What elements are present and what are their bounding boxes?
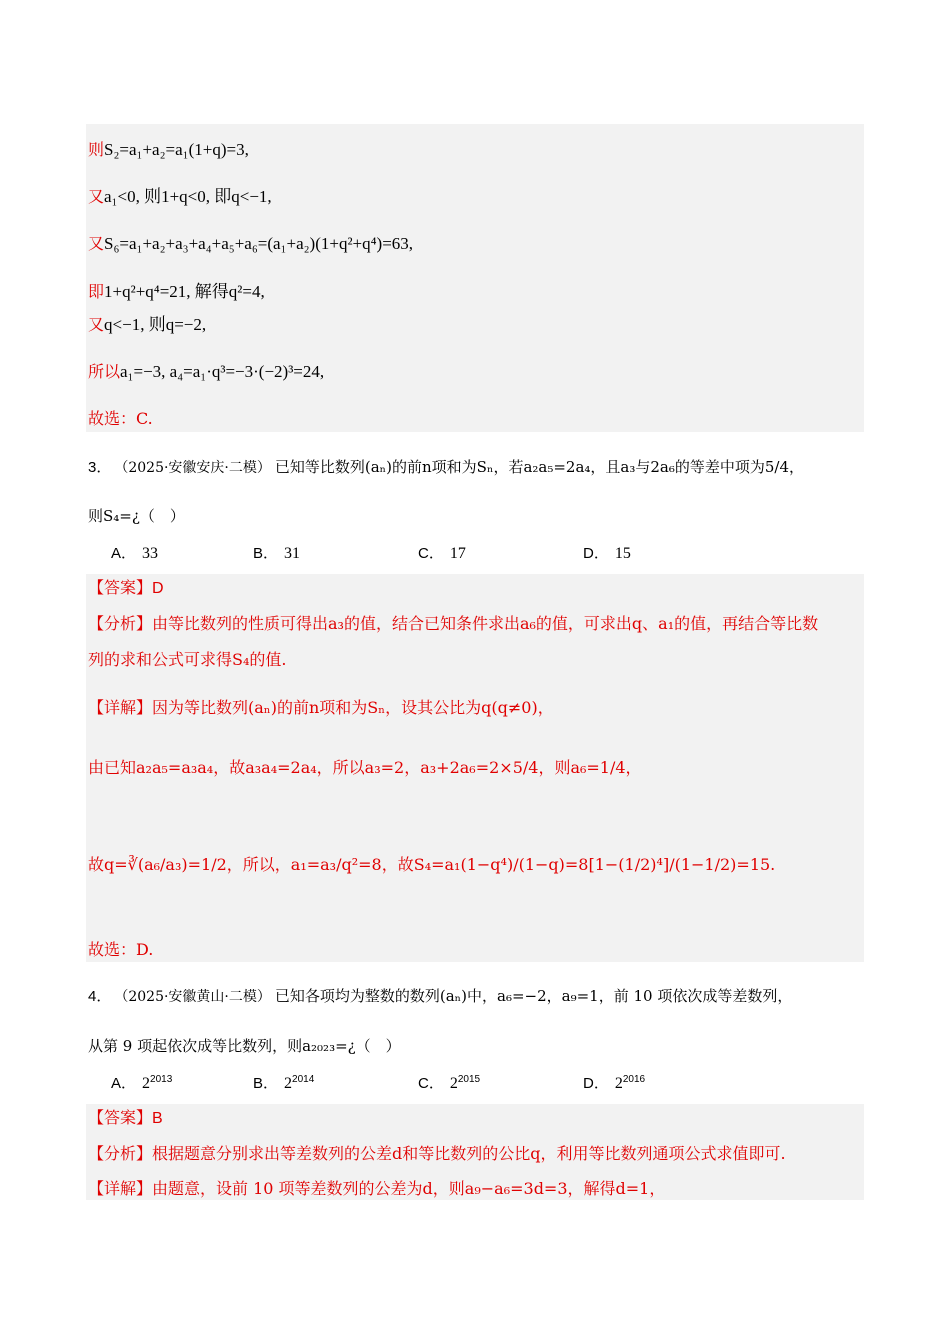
q3-stem-line-1: 3． （2025·安徽安庆·二模） 已知等比数列(aₙ)的前n项和为Sₙ，若a₂a₅=2a₄，且a₃与2a₆的等差中项为5/4，	[88, 458, 805, 476]
q2-solution-line-5: 又q<−1, 则q=−2,	[88, 315, 207, 334]
q3-answer: 【答案】D	[88, 578, 164, 597]
q3-option-d: D． 15	[583, 545, 631, 562]
q4-option-c: C． $2^{2015}$	[418, 1074, 481, 1092]
q3-stem-line-2: 则S₄=¿（ ）	[88, 507, 185, 525]
q3-option-a: A． 33	[111, 545, 159, 562]
q2-solution-line-2: 又a₁<0, 则1+q<0, 即q<−1,	[88, 187, 272, 206]
q2-solution-block	[86, 124, 864, 432]
q3-detail-line-1: 【详解】因为等比数列(aₙ)的前n项和为Sₙ，设其公比为q(q≠0)，	[88, 698, 554, 717]
q2-solution-line-6: 所以a₁=−3, a₄=a₁·q³=−3·(−2)³=24,	[88, 362, 325, 381]
q2-solution-line-4: 即1+q²+q⁴=21, 解得q²=4,	[88, 282, 265, 301]
q3-option-c: C． 17	[418, 545, 466, 562]
q2-conclusion: 故选：C.	[88, 409, 153, 428]
q4-option-b: B． $2^{2014}$	[253, 1074, 315, 1092]
q2-solution-line-3: 又S₆=a₁+a₂+a₃+a₄+a₅+a₆=(a₁+a₂)(1+q²+q⁴)=63,	[88, 234, 414, 253]
q4-option-d: D． $2^{2016}$	[583, 1074, 646, 1092]
q4-stem-line-2: 从第 9 项起依次成等比数列，则a₂₀₂₃=¿（ ）	[88, 1037, 401, 1055]
q2-solution-line-1: 则S₂=a₁+a₂=a₁(1+q)=3,	[88, 140, 249, 159]
q4-analysis: 【分析】根据题意分别求出等差数列的公差d和等比数列的公比q，利用等比数列通项公式求值即可.	[88, 1144, 786, 1163]
q4-answer: 【答案】B	[88, 1108, 163, 1127]
q4-option-a: A． $2^{2013}$	[111, 1074, 173, 1092]
q3-detail-line-3: 故q=∛(a₆/a₃)=1/2，所以，a₁=a₃/q²=8，故S₄=a₁(1−q⁴)/(1−q)=8[1−(1/2)⁴]/(1−1/2)=15.	[88, 855, 776, 874]
q3-conclusion: 故选：D.	[88, 940, 154, 959]
q4-stem-line-1: 4． （2025·安徽黄山·二模） 已知各项均为整数的数列(aₙ)中，a₆=−2，a₉=1，前 10 项依次成等差数列，	[88, 987, 793, 1005]
q3-detail-line-2: 由已知a₂a₅=a₃a₄，故a₃a₄=2a₄，所以a₃=2，a₃+2a₆=2×5/4，则a₆=1/4，	[88, 758, 642, 777]
q3-option-b: B． 31	[253, 545, 301, 562]
q3-analysis-line-1: 【分析】由等比数列的性质可得出a₃的值，结合已知条件求出a₆的值，可求出q、a₁的值，再结合等比数	[88, 614, 819, 633]
q3-analysis-line-2: 列的求和公式可求得S₄的值.	[88, 650, 287, 669]
q4-detail: 【详解】由题意，设前 10 项等差数列的公差为d，则a₉−a₆=3d=3，解得d=1，	[88, 1179, 666, 1198]
